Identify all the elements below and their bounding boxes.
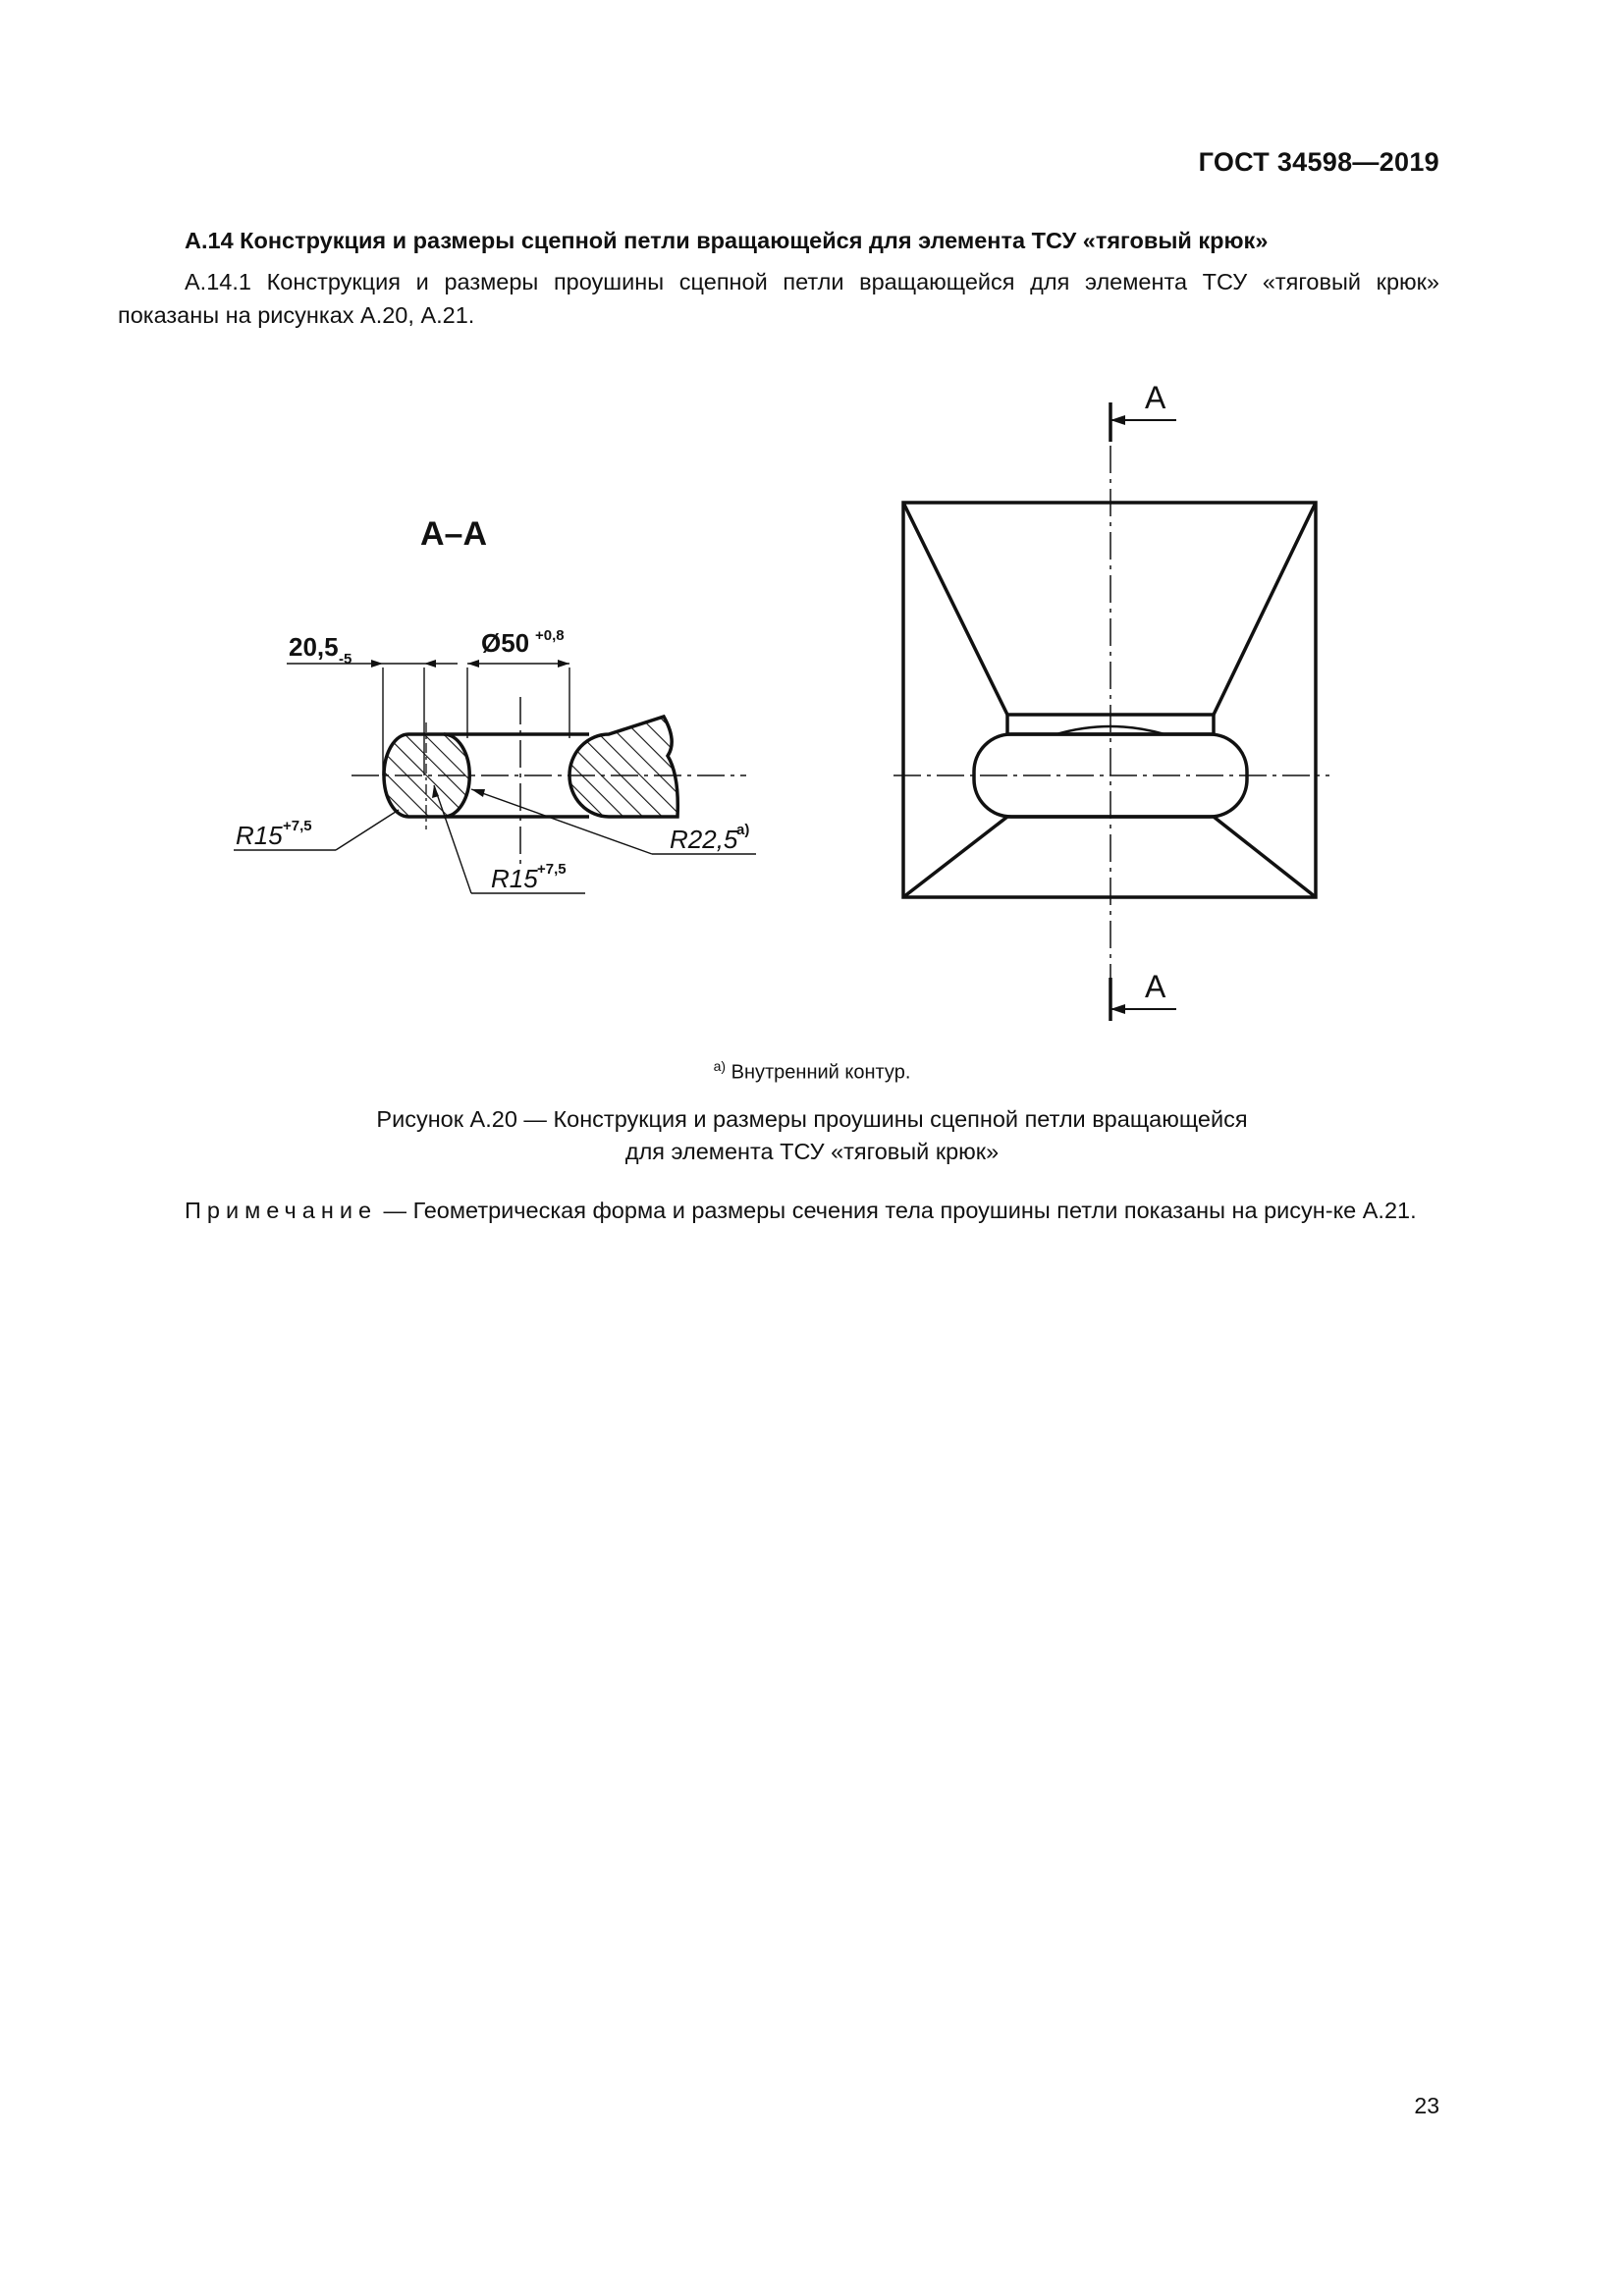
note-text: — Геометрическая форма и размеры сечения тела проушины петли показаны на рисун-ке А.21. [377,1198,1417,1223]
upper-taper [903,503,1316,715]
dimension-diameter-tolerance: +0,8 [535,627,565,644]
footnote-text: Внутренний контур. [731,1061,911,1084]
note-paragraph [118,1194,1439,1227]
right-section-hatched [569,717,677,817]
radius-inner-mark: а) [736,822,750,838]
dimension-width-value: 20,5 [289,632,339,662]
figure-footnote [0,1058,1624,1085]
radius-mid-value: R15 [491,864,538,893]
radius-mid-tolerance: +7,5 [537,861,567,878]
section-view-label: А–А [420,515,488,553]
cut-label-bottom: А [1145,969,1166,1004]
dimension-radius-left [234,810,399,850]
standard-header: ГОСТ 34598—2019 [1198,147,1439,177]
caption-line-2: для элемента ТСУ «тяговый крюк» [624,1139,1000,1164]
page-number: 23 [1414,2093,1439,2118]
front-view [893,380,1329,1021]
caption-line-1: Рисунок А.20 — Конструкция и размеры проушины сцепной петли вращающейся [376,1106,1248,1132]
footnote-mark: а) [713,1058,727,1074]
dimension-diameter [467,627,569,738]
figure-caption [0,1103,1624,1168]
technical-drawing [0,353,1624,1041]
section-paragraph: А.14.1 Конструкция и размеры проушины сцепной петли вращающейся для элемента ТСУ «тяговый крюк» показаны на рисунках А.20, А.21. [118,269,1439,328]
front-view-outline [903,503,1316,897]
note-label: Примечание [185,1198,378,1223]
radius-left-tolerance: +7,5 [283,818,312,834]
radius-left-value: R15 [236,821,283,850]
cut-label-top: А [1145,380,1166,415]
lower-taper [903,817,1316,897]
dimension-width-tolerance: -5 [339,651,352,667]
section-title: А.14 Конструкция и размеры сцепной петли вращающейся для элемента ТСУ «тяговый крюк» [185,228,1269,253]
radius-inner-value: R22,5 [670,825,738,854]
dimension-diameter-value: Ø50 [481,628,530,658]
